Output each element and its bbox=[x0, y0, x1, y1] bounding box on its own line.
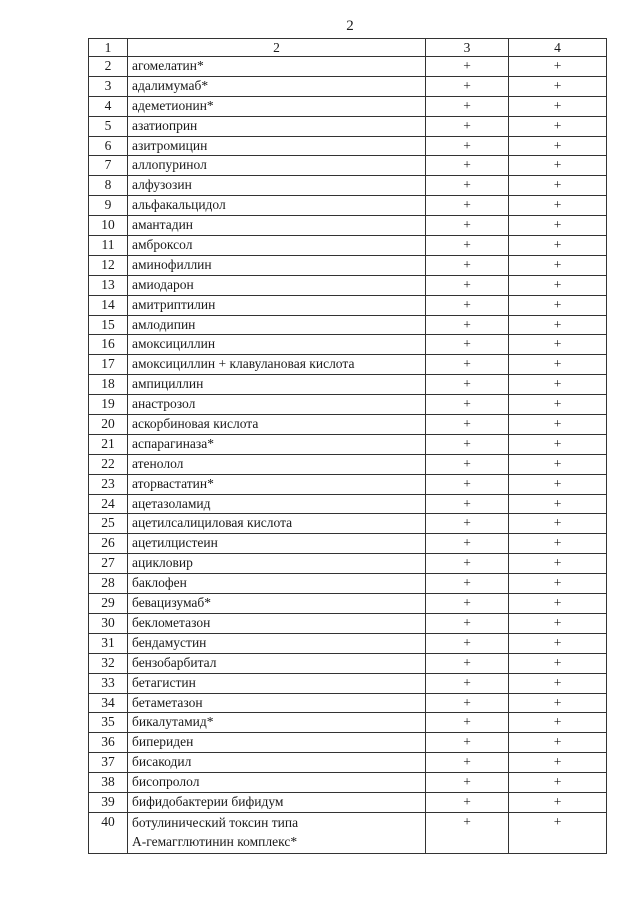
row-number: 2 bbox=[89, 57, 128, 77]
col4-mark: + bbox=[509, 375, 607, 395]
row-number: 24 bbox=[89, 494, 128, 514]
drug-name: атенолол bbox=[128, 454, 426, 474]
drug-name: бендамустин bbox=[128, 633, 426, 653]
table-row bbox=[89, 554, 607, 574]
drug-name: бипериден bbox=[128, 733, 426, 753]
row-number: 18 bbox=[89, 375, 128, 395]
col3-mark: + bbox=[426, 415, 509, 435]
drug-name: альфакальцидол bbox=[128, 196, 426, 216]
drug-name: аторвастатин* bbox=[128, 474, 426, 494]
row-number: 3 bbox=[89, 76, 128, 96]
table-row bbox=[89, 713, 607, 733]
col3-mark: + bbox=[426, 693, 509, 713]
table-row bbox=[89, 156, 607, 176]
table-row bbox=[89, 753, 607, 773]
row-number: 21 bbox=[89, 434, 128, 454]
drug-name: анастрозол bbox=[128, 395, 426, 415]
drug-name: алфузозин bbox=[128, 176, 426, 196]
table-row bbox=[89, 216, 607, 236]
col3-mark: + bbox=[426, 96, 509, 116]
col3-mark: + bbox=[426, 196, 509, 216]
col4-mark: + bbox=[509, 116, 607, 136]
row-number: 35 bbox=[89, 713, 128, 733]
drug-name: бисопролол bbox=[128, 773, 426, 793]
row-number: 27 bbox=[89, 554, 128, 574]
col4-mark: + bbox=[509, 773, 607, 793]
drug-name: бензобарбитал bbox=[128, 653, 426, 673]
col4-mark: + bbox=[509, 415, 607, 435]
col3-mark: + bbox=[426, 315, 509, 335]
table-row bbox=[89, 295, 607, 315]
col4-mark: + bbox=[509, 733, 607, 753]
col4-mark: + bbox=[509, 474, 607, 494]
col4-mark: + bbox=[509, 514, 607, 534]
row-number: 8 bbox=[89, 176, 128, 196]
row-number: 30 bbox=[89, 613, 128, 633]
table-row bbox=[89, 136, 607, 156]
col3-mark: + bbox=[426, 335, 509, 355]
drug-name: ацетилцистеин bbox=[128, 534, 426, 554]
col4-mark: + bbox=[509, 236, 607, 256]
col3-mark: + bbox=[426, 594, 509, 614]
col3-mark: + bbox=[426, 474, 509, 494]
drug-name: аспарагиназа* bbox=[128, 434, 426, 454]
table-row bbox=[89, 454, 607, 474]
row-number: 32 bbox=[89, 653, 128, 673]
drug-name: амиодарон bbox=[128, 275, 426, 295]
table-row bbox=[89, 434, 607, 454]
table-row bbox=[89, 474, 607, 494]
col4-mark: + bbox=[509, 156, 607, 176]
table-row bbox=[89, 96, 607, 116]
drug-name: амоксициллин + клавулановая кислота bbox=[128, 355, 426, 375]
col4-mark: + bbox=[509, 295, 607, 315]
table-row bbox=[89, 653, 607, 673]
col3-mark: + bbox=[426, 753, 509, 773]
drug-name-line: А-гемагглютинин комплекс* bbox=[132, 833, 298, 849]
drug-name: адеметионин* bbox=[128, 96, 426, 116]
table-row bbox=[89, 594, 607, 614]
col4-mark: + bbox=[509, 494, 607, 514]
table-row bbox=[89, 613, 607, 633]
col3-mark: + bbox=[426, 295, 509, 315]
col4-mark: + bbox=[509, 633, 607, 653]
col4-mark: + bbox=[509, 434, 607, 454]
col4-mark: + bbox=[509, 96, 607, 116]
col4-mark: + bbox=[509, 395, 607, 415]
row-number: 11 bbox=[89, 236, 128, 256]
col4-mark: + bbox=[509, 335, 607, 355]
drug-name: аминофиллин bbox=[128, 255, 426, 275]
col3-mark: + bbox=[426, 434, 509, 454]
row-number: 26 bbox=[89, 534, 128, 554]
col3-mark: + bbox=[426, 673, 509, 693]
drug-name: азитромицин bbox=[128, 136, 426, 156]
header-col-4: 4 bbox=[509, 39, 607, 57]
col4-mark: + bbox=[509, 554, 607, 574]
drug-name: аллопуринол bbox=[128, 156, 426, 176]
row-number: 16 bbox=[89, 335, 128, 355]
col4-mark: + bbox=[509, 792, 607, 812]
table-row bbox=[89, 494, 607, 514]
table-row bbox=[89, 673, 607, 693]
col3-mark: + bbox=[426, 812, 509, 853]
drug-name: баклофен bbox=[128, 574, 426, 594]
drug-name: ацетилсалициловая кислота bbox=[128, 514, 426, 534]
col4-mark: + bbox=[509, 196, 607, 216]
col4-mark: + bbox=[509, 673, 607, 693]
row-number: 34 bbox=[89, 693, 128, 713]
table-row bbox=[89, 176, 607, 196]
row-number: 4 bbox=[89, 96, 128, 116]
row-number: 36 bbox=[89, 733, 128, 753]
table-row bbox=[89, 574, 607, 594]
row-number: 9 bbox=[89, 196, 128, 216]
drug-name: аскорбиновая кислота bbox=[128, 415, 426, 435]
col4-mark: + bbox=[509, 594, 607, 614]
col4-mark: + bbox=[509, 613, 607, 633]
header-col-3: 3 bbox=[426, 39, 509, 57]
col4-mark: + bbox=[509, 534, 607, 554]
col3-mark: + bbox=[426, 713, 509, 733]
col4-mark: + bbox=[509, 693, 607, 713]
col4-mark: + bbox=[509, 812, 607, 853]
row-number: 22 bbox=[89, 454, 128, 474]
drug-name: амброксол bbox=[128, 236, 426, 256]
table-row bbox=[89, 514, 607, 534]
row-number: 25 bbox=[89, 514, 128, 534]
header-col-2: 2 bbox=[128, 39, 426, 57]
table-row bbox=[89, 733, 607, 753]
col3-mark: + bbox=[426, 494, 509, 514]
col3-mark: + bbox=[426, 574, 509, 594]
row-number: 37 bbox=[89, 753, 128, 773]
col3-mark: + bbox=[426, 156, 509, 176]
table-row bbox=[89, 633, 607, 653]
table-row bbox=[89, 693, 607, 713]
row-number: 20 bbox=[89, 415, 128, 435]
table-row bbox=[89, 534, 607, 554]
table-row bbox=[89, 812, 607, 853]
row-number: 33 bbox=[89, 673, 128, 693]
table-header-row bbox=[89, 39, 607, 57]
col3-mark: + bbox=[426, 57, 509, 77]
table-row bbox=[89, 773, 607, 793]
col3-mark: + bbox=[426, 136, 509, 156]
col3-mark: + bbox=[426, 534, 509, 554]
row-number: 29 bbox=[89, 594, 128, 614]
drug-name: ацетазоламид bbox=[128, 494, 426, 514]
drug-name: агомелатин* bbox=[128, 57, 426, 77]
table-row bbox=[89, 415, 607, 435]
col3-mark: + bbox=[426, 613, 509, 633]
table-row bbox=[89, 57, 607, 77]
drug-name: бетагистин bbox=[128, 673, 426, 693]
table-row bbox=[89, 335, 607, 355]
col4-mark: + bbox=[509, 57, 607, 77]
drug-name bbox=[128, 812, 426, 853]
row-number: 10 bbox=[89, 216, 128, 236]
table-row bbox=[89, 236, 607, 256]
drug-name: бисакодил bbox=[128, 753, 426, 773]
table-row bbox=[89, 792, 607, 812]
col4-mark: + bbox=[509, 355, 607, 375]
col3-mark: + bbox=[426, 454, 509, 474]
col4-mark: + bbox=[509, 216, 607, 236]
drug-name: ацикловир bbox=[128, 554, 426, 574]
row-number: 14 bbox=[89, 295, 128, 315]
col4-mark: + bbox=[509, 136, 607, 156]
col3-mark: + bbox=[426, 773, 509, 793]
col3-mark: + bbox=[426, 792, 509, 812]
drug-name: ампициллин bbox=[128, 375, 426, 395]
col4-mark: + bbox=[509, 753, 607, 773]
col3-mark: + bbox=[426, 255, 509, 275]
table-row bbox=[89, 196, 607, 216]
drug-name: амлодипин bbox=[128, 315, 426, 335]
row-number: 40 bbox=[89, 812, 128, 853]
col3-mark: + bbox=[426, 216, 509, 236]
table-row bbox=[89, 315, 607, 335]
table-row bbox=[89, 116, 607, 136]
col3-mark: + bbox=[426, 653, 509, 673]
row-number: 23 bbox=[89, 474, 128, 494]
col4-mark: + bbox=[509, 653, 607, 673]
drug-name: бикалутамид* bbox=[128, 713, 426, 733]
row-number: 17 bbox=[89, 355, 128, 375]
table-row bbox=[89, 275, 607, 295]
table-row bbox=[89, 375, 607, 395]
table-row bbox=[89, 255, 607, 275]
row-number: 31 bbox=[89, 633, 128, 653]
col3-mark: + bbox=[426, 355, 509, 375]
col4-mark: + bbox=[509, 275, 607, 295]
col4-mark: + bbox=[509, 76, 607, 96]
table-row bbox=[89, 355, 607, 375]
drug-name: адалимумаб* bbox=[128, 76, 426, 96]
drug-name: бевацизумаб* bbox=[128, 594, 426, 614]
col3-mark: + bbox=[426, 733, 509, 753]
drug-table bbox=[88, 38, 607, 854]
col3-mark: + bbox=[426, 633, 509, 653]
header-col-1: 1 bbox=[89, 39, 128, 57]
col3-mark: + bbox=[426, 176, 509, 196]
row-number: 15 bbox=[89, 315, 128, 335]
row-number: 7 bbox=[89, 156, 128, 176]
col3-mark: + bbox=[426, 275, 509, 295]
row-number: 38 bbox=[89, 773, 128, 793]
table-row bbox=[89, 395, 607, 415]
row-number: 12 bbox=[89, 255, 128, 275]
drug-name: азатиоприн bbox=[128, 116, 426, 136]
page-number: 2 bbox=[346, 18, 354, 34]
row-number: 39 bbox=[89, 792, 128, 812]
row-number: 13 bbox=[89, 275, 128, 295]
row-number: 28 bbox=[89, 574, 128, 594]
col3-mark: + bbox=[426, 375, 509, 395]
drug-name: амантадин bbox=[128, 216, 426, 236]
col4-mark: + bbox=[509, 454, 607, 474]
row-number: 19 bbox=[89, 395, 128, 415]
col4-mark: + bbox=[509, 574, 607, 594]
col3-mark: + bbox=[426, 514, 509, 534]
col4-mark: + bbox=[509, 315, 607, 335]
col3-mark: + bbox=[426, 554, 509, 574]
col4-mark: + bbox=[509, 713, 607, 733]
drug-name: амитриптилин bbox=[128, 295, 426, 315]
table-row bbox=[89, 76, 607, 96]
row-number: 6 bbox=[89, 136, 128, 156]
col3-mark: + bbox=[426, 236, 509, 256]
col3-mark: + bbox=[426, 395, 509, 415]
drug-name: амоксициллин bbox=[128, 335, 426, 355]
col4-mark: + bbox=[509, 176, 607, 196]
drug-name: беклометазон bbox=[128, 613, 426, 633]
col4-mark: + bbox=[509, 255, 607, 275]
drug-name-line: ботулинический токсин типа bbox=[132, 814, 299, 830]
col3-mark: + bbox=[426, 116, 509, 136]
drug-name: бифидобактерии бифидум bbox=[128, 792, 426, 812]
drug-name: бетаметазон bbox=[128, 693, 426, 713]
row-number: 5 bbox=[89, 116, 128, 136]
col3-mark: + bbox=[426, 76, 509, 96]
